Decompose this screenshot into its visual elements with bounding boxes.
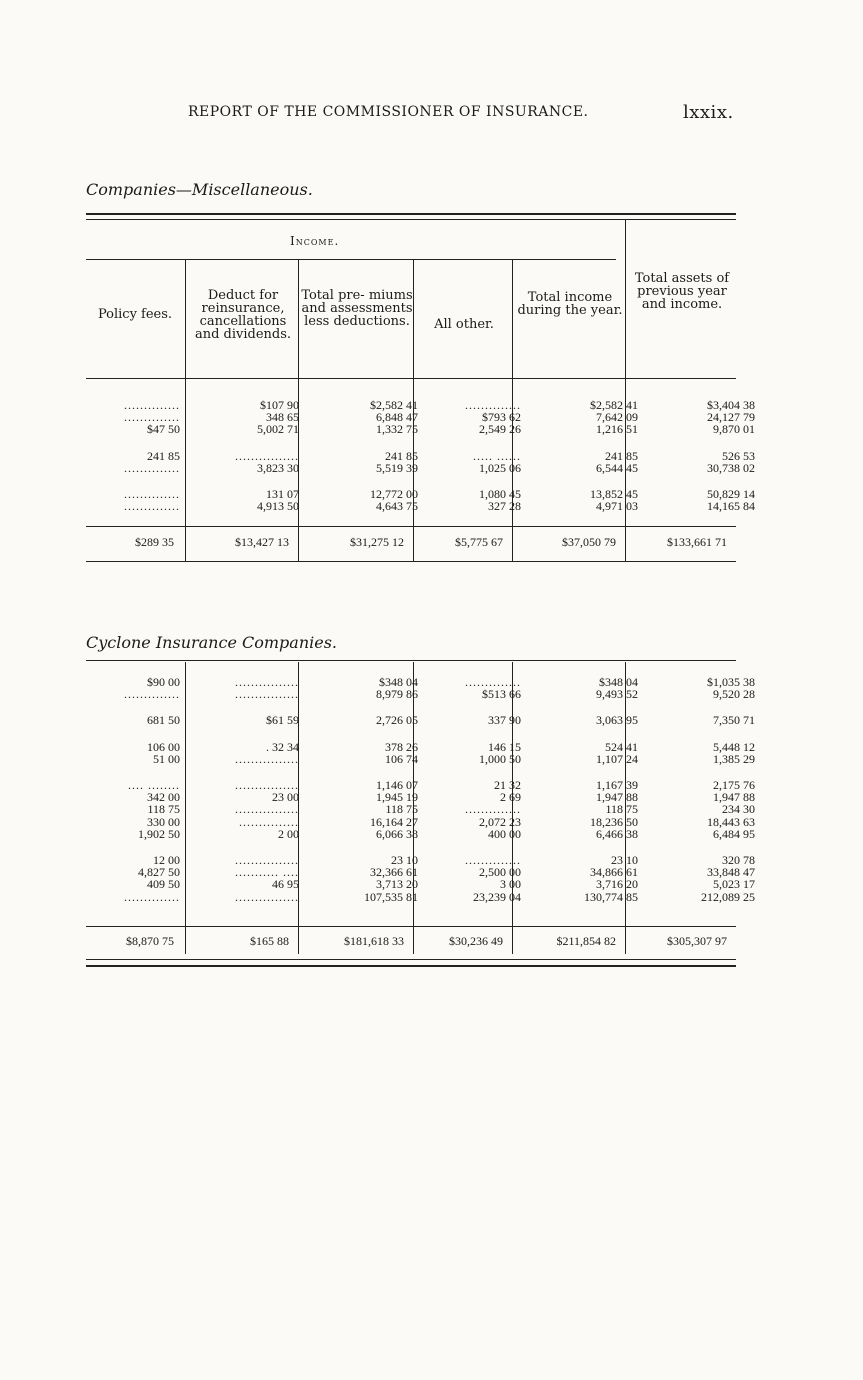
- table-cell: 2 00: [278, 827, 299, 841]
- table-cell: $348 04: [599, 676, 638, 689]
- table-cell: 32,366 61: [370, 866, 418, 879]
- page-number: lxxix.: [683, 102, 734, 123]
- table-cell: ................: [235, 449, 299, 462]
- table-cell: ................: [235, 676, 299, 689]
- table-cell: 337 90: [488, 714, 521, 727]
- table-cell: 8,979 86: [376, 688, 418, 701]
- header-bottom-rule: [86, 378, 736, 379]
- table-cell: 3,823 30: [257, 461, 299, 475]
- row-spacer: [86, 474, 761, 488]
- table-cell: 24,127 79: [707, 411, 755, 424]
- table-cell: $2,582 41: [370, 399, 418, 412]
- table-cell: ..............: [124, 500, 180, 513]
- table-cell: ..............: [465, 399, 521, 412]
- table-cell: 23 10: [391, 854, 418, 867]
- table-cell: ..... ......: [473, 449, 521, 462]
- table-cell: 327 28: [488, 500, 521, 513]
- table-cell: ................: [235, 752, 299, 766]
- table-cell: ..............: [124, 688, 180, 701]
- table-cell: 14,165 84: [707, 500, 755, 513]
- table-cell: 106 74: [385, 752, 418, 766]
- table-row: [86, 423, 761, 435]
- table-cell: 18,236 50: [590, 815, 638, 828]
- col-header-total-assets: Total assets of previous year and income.: [634, 271, 730, 312]
- table-cell: 234 30: [722, 803, 755, 816]
- table-cell: 6,848 47: [376, 411, 418, 424]
- table-cell: 2,549 26: [479, 423, 521, 436]
- total-cell: $181,618 33: [344, 934, 404, 948]
- col-header-deduct: Deduct for reinsurance, cancellations and dividends.: [194, 288, 292, 342]
- table-cell: $107 90: [260, 399, 299, 412]
- table-cell: 1,332 75: [376, 423, 418, 436]
- table-row: [86, 714, 761, 726]
- table-cell: ................: [235, 854, 299, 867]
- table-cell: 23 10: [611, 854, 638, 867]
- totals-rule: [86, 526, 736, 527]
- table-cell: 1,945 19: [376, 791, 418, 804]
- total-cell: $8,870 75: [126, 934, 174, 948]
- total-cell: $13,427 13: [235, 535, 289, 549]
- table-row: [86, 462, 761, 474]
- table-cell: 3,713 20: [376, 878, 418, 891]
- table-cell: 118 75: [385, 803, 418, 816]
- table-cell: 6,066 38: [376, 827, 418, 841]
- table-cell: ..............: [465, 676, 521, 689]
- table-cell: 23,239 04: [473, 890, 521, 903]
- table-cell: 241 85: [385, 449, 418, 462]
- table-cell: 5,519 39: [376, 461, 418, 475]
- table-cell: ................: [235, 803, 299, 816]
- table-row: [86, 878, 761, 890]
- table-cell: 1,947 88: [596, 791, 638, 804]
- table-cell: 131 07: [266, 488, 299, 501]
- table-cell: 146 15: [488, 740, 521, 753]
- table-cell: ..............: [465, 854, 521, 867]
- table-cell: ..............: [124, 411, 180, 424]
- row-spacer: [86, 765, 761, 779]
- table-cell: 681 50: [147, 714, 180, 727]
- table-cell: 9,493 52: [596, 688, 638, 701]
- data-table-body: [86, 399, 761, 512]
- table-cell: ..............: [124, 461, 180, 475]
- table-cell: $61 59: [266, 714, 299, 727]
- table-cell: 378 26: [385, 740, 418, 753]
- table-cell: ...............: [239, 815, 299, 828]
- table-row: [86, 688, 761, 700]
- table-cell: 212,089 25: [701, 890, 755, 903]
- table-cell: ..............: [124, 488, 180, 501]
- row-spacer: [86, 840, 761, 854]
- table-cell: 330 00: [147, 815, 180, 828]
- table-row: [86, 741, 761, 753]
- table-cell: 50,829 14: [707, 488, 755, 501]
- table-row: [86, 411, 761, 423]
- table-cell: 9,520 28: [713, 688, 755, 701]
- table-cell: $1,035 38: [707, 676, 755, 689]
- table-cell: 2,072 23: [479, 815, 521, 828]
- table-cell: 241 85: [147, 449, 180, 462]
- table-cell: 524 41: [605, 740, 638, 753]
- table-cell: 106 00: [147, 740, 180, 753]
- table-cell: 400 00: [488, 827, 521, 841]
- table-cell: $348 04: [379, 676, 418, 689]
- table-cell: 2 69: [500, 791, 521, 804]
- total-cell: $211,854 82: [556, 934, 616, 948]
- table-cell: 2,175 76: [713, 779, 755, 792]
- col-header-all-other: All other.: [434, 317, 494, 332]
- table-row: [86, 816, 761, 828]
- row-spacer: [86, 436, 761, 450]
- col-header-total-income: Total income during the year.: [517, 290, 623, 318]
- table-cell: 18,443 63: [707, 815, 755, 828]
- bottom-rule: [86, 561, 736, 562]
- table-cell: 118 75: [147, 803, 180, 816]
- table-cell: 320 78: [722, 854, 755, 867]
- total-cell: $289 35: [135, 535, 174, 549]
- table-cell: $793 62: [482, 411, 521, 424]
- table-cell: 3 00: [500, 878, 521, 891]
- table-cell: 12 00: [153, 854, 180, 867]
- bottom-rule-double: [86, 965, 736, 967]
- table-row: [86, 791, 761, 803]
- table-cell: 23 00: [272, 791, 299, 804]
- table-cell: 241 85: [605, 449, 638, 462]
- top-rule: [86, 213, 736, 215]
- total-cell: $37,050 79: [562, 535, 616, 549]
- table-cell: $2,582 41: [590, 399, 638, 412]
- table-row: [86, 488, 761, 500]
- top-rule-thin: [86, 219, 736, 220]
- data-table-body: [86, 676, 761, 903]
- table-cell: 1,167 39: [596, 779, 638, 792]
- table-cell: 5,023 17: [713, 878, 755, 891]
- table-cell: 4,971 03: [596, 500, 638, 513]
- table-cell: .... ........: [128, 779, 180, 792]
- income-group-rule: [86, 259, 616, 260]
- table-cell: 130,774 85: [584, 890, 638, 903]
- table-cell: 34,866 61: [590, 866, 638, 879]
- table-row: [86, 399, 761, 411]
- table-row: [86, 803, 761, 815]
- table-cell: ........... ....: [235, 866, 299, 879]
- table-cell: 12,772 00: [370, 488, 418, 501]
- table-cell: 1,947 88: [713, 791, 755, 804]
- table-cell: $3,404 38: [707, 399, 755, 412]
- table-cell: $90 00: [147, 676, 180, 689]
- table-row: [86, 828, 761, 840]
- table-cell: 46 95: [272, 878, 299, 891]
- row-spacer: [86, 700, 761, 714]
- table-cell: 13,852 45: [590, 488, 638, 501]
- table-row: [86, 866, 761, 878]
- table-cell: 1,902 50: [138, 827, 180, 841]
- total-cell: $5,775 67: [455, 535, 503, 549]
- table-cell: 1,107 24: [596, 752, 638, 766]
- table-cell: ................: [235, 688, 299, 701]
- table-cell: 21 32: [494, 779, 521, 792]
- table-cell: ..............: [124, 890, 180, 903]
- table-row: [86, 779, 761, 791]
- table-cell: 6,544 45: [596, 461, 638, 475]
- table-cell: 348 65: [266, 411, 299, 424]
- table-cell: 6,466 38: [596, 827, 638, 841]
- table-cell: 5,448 12: [713, 740, 755, 753]
- table-cell: 4,913 50: [257, 500, 299, 513]
- table-cell: $47 50: [147, 423, 180, 436]
- table-cell: 9,870 01: [713, 423, 755, 436]
- table-cell: 5,002 71: [257, 423, 299, 436]
- col-header-total-premiums: Total pre- miums and assessments less deductions.: [301, 288, 413, 329]
- section-title-miscellaneous: Companies—Miscellaneous.: [86, 180, 313, 199]
- table-cell: 1,025 06: [479, 461, 521, 475]
- table-cell: 1,385 29: [713, 752, 755, 766]
- table-cell: 33,848 47: [707, 866, 755, 879]
- table-cell: 1,146 07: [376, 779, 418, 792]
- table-cell: ..............: [124, 399, 180, 412]
- col-header-policy-fees: Policy fees.: [97, 307, 173, 322]
- table-cell: 3,063 95: [596, 714, 638, 727]
- income-group-label: Income.: [290, 234, 340, 248]
- table-cell: 6,484 95: [713, 827, 755, 841]
- table-cell: 3,716 20: [596, 878, 638, 891]
- table-row: [86, 450, 761, 462]
- table-cell: 30,738 02: [707, 461, 755, 475]
- row-spacer: [86, 727, 761, 741]
- table-cell: . 32 34: [266, 740, 299, 753]
- total-cell: $31,275 12: [350, 535, 404, 549]
- table-cell: 107,535 81: [364, 890, 418, 903]
- table-cell: $513 66: [482, 688, 521, 701]
- table-cell: 2,500 00: [479, 866, 521, 879]
- table-row: [86, 500, 761, 512]
- table-cell: 1,216 51: [596, 423, 638, 436]
- table-row: [86, 676, 761, 688]
- total-cell: $133,661 71: [667, 535, 727, 549]
- total-cell: $30,236 49: [449, 934, 503, 948]
- table-row: [86, 891, 761, 903]
- table-cell: 2,726 05: [376, 714, 418, 727]
- running-title: REPORT OF THE COMMISSIONER OF INSURANCE.: [188, 104, 589, 120]
- table-cell: ................: [235, 779, 299, 792]
- table-cell: 118 75: [605, 803, 638, 816]
- table-cell: 7,350 71: [713, 714, 755, 727]
- table-cell: 342 00: [147, 791, 180, 804]
- table-cell: 51 00: [153, 752, 180, 766]
- table-row: [86, 753, 761, 765]
- top-rule: [86, 660, 736, 661]
- table-cell: ..............: [465, 803, 521, 816]
- table-cell: 409 50: [147, 878, 180, 891]
- table-cell: 16,164 27: [370, 815, 418, 828]
- bottom-rule: [86, 959, 736, 960]
- total-cell: $165 88: [250, 934, 289, 948]
- table-cell: 4,643 75: [376, 500, 418, 513]
- table-cell: 7,642 09: [596, 411, 638, 424]
- section-title-cyclone: Cyclone Insurance Companies.: [86, 633, 338, 652]
- table-cell: 526 53: [722, 449, 755, 462]
- totals-rule: [86, 926, 736, 927]
- table-row: [86, 854, 761, 866]
- table-cell: 1,000 50: [479, 752, 521, 766]
- total-cell: $305,307 97: [667, 934, 727, 948]
- table-cell: 4,827 50: [138, 866, 180, 879]
- table-cell: ................: [235, 890, 299, 903]
- table-cell: 1,080 45: [479, 488, 521, 501]
